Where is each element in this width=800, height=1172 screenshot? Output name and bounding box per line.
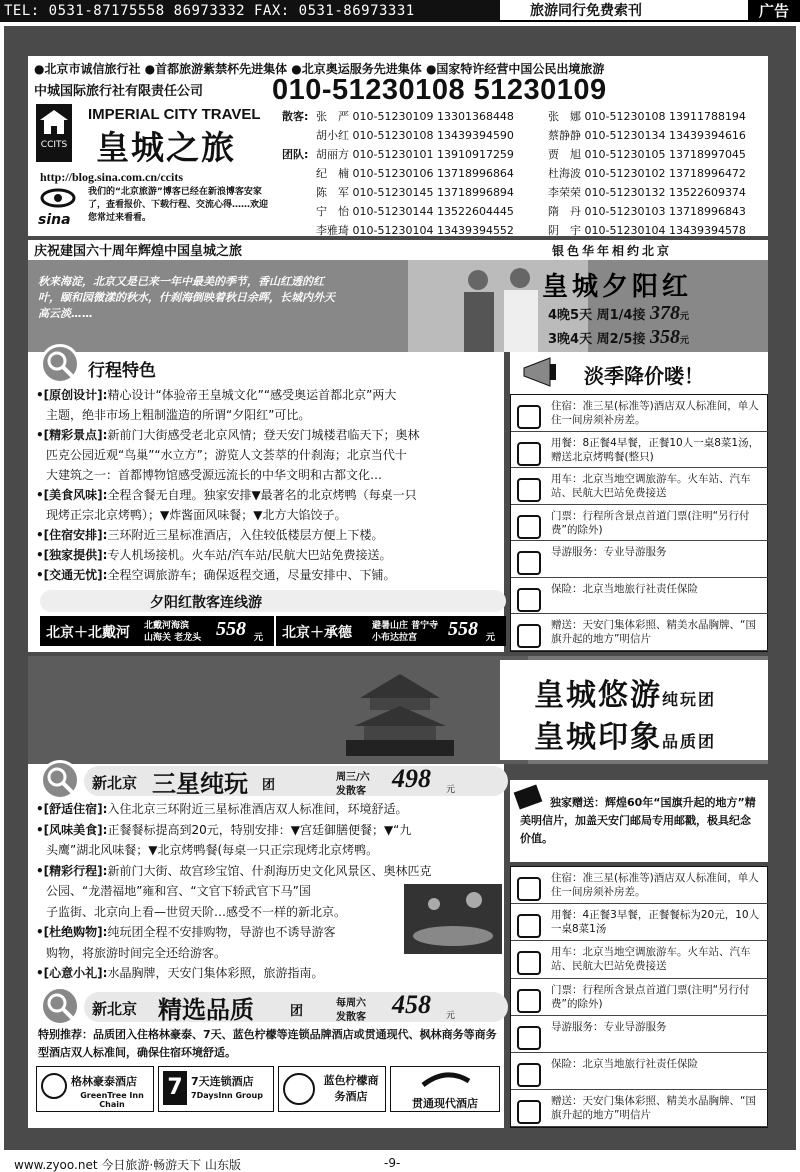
contact-phone: 010-51230104 13439394578 xyxy=(584,224,746,237)
three-star-schedule1: 周三/六 xyxy=(336,772,370,783)
sunset-product-title: 皇城夕阳红 xyxy=(542,272,693,302)
bullet-text: 三环附近三星标准酒店，入住较低楼层方便上下楼。 xyxy=(107,528,384,542)
contact-left-4 xyxy=(316,184,514,200)
service-text: 保险：北京当地旅行社责任保险 xyxy=(551,582,698,595)
offer-1-text: 4晚5天 周1/4接 xyxy=(548,308,646,323)
service-row xyxy=(511,941,769,978)
blog-note: 我们的“北京旅游”博客已经在新浪博客安家了，查看报价、下载行程、交流心得……欢迎您常过来看看。 xyxy=(88,187,269,223)
bullet-text: 精心设计“体验帝王皇城文化”“感受奥运首都北京”两大 xyxy=(107,388,397,402)
route-2-price: 558 xyxy=(448,618,478,640)
route-2-detail2: 小布达拉宫 xyxy=(372,633,418,643)
contact-left-1 xyxy=(316,127,514,143)
contact-name: 宁 怡 xyxy=(316,205,349,218)
retail-label: 散客: xyxy=(282,110,309,123)
bullet-text: 纯玩团全程不安排购物，导游也不诱导游客 xyxy=(107,925,336,939)
agency-honors: ●北京市诚信旅行社 ●首都旅游紫禁杯先进集体 ●北京奥运服务先进集体 ●国家特许经营中国公民出境旅游 xyxy=(34,62,605,76)
contact-phone: 010-51230108 13911788194 xyxy=(584,110,746,123)
birds-nest-photo xyxy=(404,884,502,954)
bullet-text: 全程含餐无自理。独家安排▼最著名的北京烤鸭（每桌一只 xyxy=(107,488,417,502)
premium-prefix: 新北京 xyxy=(92,1000,138,1018)
bullet-line xyxy=(36,526,383,545)
hotel-3-name: 蓝色柠檬商务酒店 xyxy=(323,1074,379,1103)
service-row xyxy=(511,395,769,432)
premium-schedule1: 每周六 xyxy=(336,998,366,1009)
contact-name: 张 娜 xyxy=(548,110,581,123)
bullet-text: 匹克公园近观“鸟巢”“水立方”；游览人文荟萃的什刹海；北京当代十 xyxy=(46,448,407,462)
bullet-label: •[精彩景点]: xyxy=(36,428,108,442)
hotel-4-name: 贯通现代酒店 xyxy=(412,1097,478,1110)
contact-name: 纪 楠 xyxy=(316,167,349,180)
service-row xyxy=(511,468,769,505)
hotel-1-sub: GreenTree Inn Chain xyxy=(80,1091,144,1109)
megaphone-icon xyxy=(520,356,568,388)
contact-phone: 010-51230145 13718996894 xyxy=(352,186,514,199)
contact-phone: 010-51230144 13522604445 xyxy=(352,205,514,218)
service-text: 门票：行程所含景点首道门票(注明“另行付费”的除外) xyxy=(551,509,750,536)
eye-icon xyxy=(38,188,78,208)
contact-name: 李荣荣 xyxy=(548,186,581,199)
bullet-label: •[美食风味]: xyxy=(36,488,108,502)
contact-left-5 xyxy=(316,203,514,219)
route-title: 夕阳红散客连线游 xyxy=(150,595,262,611)
hotel-2-name: 7天连锁酒店 xyxy=(191,1075,254,1088)
contact-phone: 010-51230109 13301368448 xyxy=(352,110,514,123)
celebration-slogan: 庆祝建国六十周年辉煌中国皇城之旅 xyxy=(34,244,243,259)
route-bar xyxy=(40,616,506,646)
magnifier-icon-3 xyxy=(40,986,80,1026)
service-row xyxy=(511,578,769,615)
bullet-label: •[心意小礼]: xyxy=(36,966,108,980)
service-row xyxy=(511,979,769,1016)
route-1-price: 558 xyxy=(216,618,246,640)
brand-chinese: 皇城之旅 xyxy=(96,128,236,167)
itinerary-title: 行程特色 xyxy=(88,361,156,381)
bullet-text: 新前门大街感受老北京风情；登天安门城楼君临天下；奥林 xyxy=(107,428,420,442)
route-1-detail1: 北戴河海滨 xyxy=(144,621,190,631)
offer-2 xyxy=(548,326,689,349)
bullet-text: 公园、“龙潜福地”雍和宫、“文官下轿武官下马”国 xyxy=(46,884,311,898)
palace-icon xyxy=(36,106,72,140)
house-icon xyxy=(517,877,541,901)
bullet-text: 头鹰”湖北风味餐；▼北京烤鸭餐(每桌一只正宗现烤北京烤鸭。 xyxy=(46,843,379,857)
offer-1 xyxy=(548,302,689,325)
bullet-text: 主题，绝非市场上粗制滥造的所谓“夕阳红”可比。 xyxy=(46,408,311,422)
contact-name: 陈 军 xyxy=(316,186,349,199)
contact-name: 张 严 xyxy=(316,110,349,123)
three-star-tuan: 团 xyxy=(262,778,276,793)
contact-right-6 xyxy=(548,222,746,238)
leisure-tag: 纯玩团 xyxy=(662,690,717,709)
bullet-line xyxy=(36,546,392,565)
service-text: 用车：北京当地空调旅游车。火车站、汽车站、民航大巴站免费接送 xyxy=(551,946,751,973)
meal-icon xyxy=(517,914,541,938)
impression-title xyxy=(534,712,716,756)
contact-phone: 010-51230102 13718996472 xyxy=(584,167,746,180)
signpost-icon xyxy=(517,515,541,539)
bullet-line xyxy=(36,862,431,881)
bullet-text: 正餐餐标提高到20元，特别安排：▼宫廷御膳便餐；▼“九 xyxy=(107,822,412,837)
service-text: 赠送：天安门集体彩照、精美水晶胸牌、“国旗升起的地方”明信片 xyxy=(551,619,756,645)
bullet-line xyxy=(36,566,395,585)
contact-phone: 010-51230134 13439394616 xyxy=(584,129,746,142)
offer-2-unit: 元 xyxy=(680,336,690,346)
contact-name: 蔡静静 xyxy=(548,129,581,142)
topbar-subtitle: 旅游同行免费索刊 xyxy=(530,3,642,19)
contact-phone: 010-51230101 13910917259 xyxy=(352,148,514,161)
contact-right-2 xyxy=(548,146,746,162)
service-row xyxy=(511,432,769,469)
bullet-text: 子监街、北京向上看—世贸天阶…感受不一样的新北京。 xyxy=(46,904,347,919)
contact-right-5 xyxy=(548,203,746,219)
bullet-label: •[交通无忧]: xyxy=(36,568,108,582)
offer-1-price: 378 xyxy=(650,302,680,324)
meal-icon xyxy=(517,442,541,466)
service-text: 导游服务：专业导游服务 xyxy=(551,546,667,558)
offer-2-text: 3晚4天 周2/5接 xyxy=(548,332,646,347)
bus-icon xyxy=(517,951,541,975)
service-text: 用餐：8正餐4早餐，正餐10人一桌8菜1汤，赠送北京烤鸭餐(整只) xyxy=(551,436,760,463)
contact-phone: 010-51230105 13718997045 xyxy=(584,148,746,161)
contact-phone: 010-51230108 13439394590 xyxy=(352,129,514,142)
premium-price: 458 xyxy=(392,990,431,1019)
route-1-name: 北京＋北戴河 xyxy=(46,625,130,641)
main-phone: 010-51230108 51230109 xyxy=(272,74,607,106)
bullet-line xyxy=(46,406,310,425)
bullet-label: •[住宿安排]: xyxy=(36,528,108,542)
promo-title: 淡季降价喽！ xyxy=(584,364,704,388)
contact-name: 胡丽方 xyxy=(316,148,349,161)
search-icon xyxy=(43,763,77,797)
route-2-name: 北京＋承德 xyxy=(282,625,352,641)
bullet-label: •[杜绝购物]: xyxy=(36,925,108,939)
bullet-line xyxy=(46,446,407,465)
contact-name: 杜海波 xyxy=(548,167,581,180)
service-text: 用餐：4正餐3早餐，正餐餐标为20元，10人一桌8菜1汤 xyxy=(551,909,760,936)
impression-tag: 品质团 xyxy=(662,732,717,751)
top-bar xyxy=(0,0,800,22)
contact-phone: 010-51230132 13522609374 xyxy=(584,186,746,199)
route-1-unit: 元 xyxy=(254,633,264,643)
bullet-text: 现烤正宗北京烤鸭）；▼炸酱面风味餐；▼北方大馅饺子。 xyxy=(46,508,347,522)
bullet-line xyxy=(46,944,226,963)
bullet-label: •[独家提供]: xyxy=(36,548,108,562)
route-divider xyxy=(274,616,276,646)
premium-tuan: 团 xyxy=(290,1004,304,1019)
umbrella-icon xyxy=(517,1063,541,1087)
service-text: 用车：北京当地空调旅游车。火车站、汽车站、民航大巴站免费接送 xyxy=(551,473,751,499)
contact-name: 贾 旭 xyxy=(548,148,581,161)
guide-icon xyxy=(517,551,541,575)
bullet-text: 购物，将旅游时间完全还给游客。 xyxy=(46,945,227,960)
contact-phone: 010-51230106 13718996864 xyxy=(352,167,514,180)
three-star-header-bg xyxy=(84,766,508,796)
bullet-line xyxy=(36,486,417,505)
service-row xyxy=(511,505,769,542)
contact-name: 阴 宇 xyxy=(548,224,581,237)
service-text: 住宿：准三星(标准等)酒店双人标准间，单人住一间房须补房差。 xyxy=(551,400,759,426)
contact-right-1 xyxy=(548,127,746,143)
footer xyxy=(0,1154,800,1172)
service-text: 住宿：准三星(标准等)酒店双人标准间，单人住一间房须补房差。 xyxy=(551,872,759,898)
bullet-label: •[原创设计]: xyxy=(36,388,108,402)
brand-english: IMPERIAL CITY TRAVEL xyxy=(88,106,261,123)
search-icon xyxy=(43,347,77,381)
contact-phone: 010-51230104 13439394552 xyxy=(352,224,514,237)
bullet-text: 新前门大街、故宫珍宝馆、什刹海历史文化风景区、奥林匹克 xyxy=(107,863,432,878)
bullet-line xyxy=(46,841,378,860)
gift-icon xyxy=(517,624,541,648)
contact-left-0 xyxy=(316,108,514,124)
signpost-icon xyxy=(517,989,541,1013)
seven-icon: 7 xyxy=(163,1071,187,1105)
premium-schedule2: 发散客 xyxy=(336,1012,366,1023)
bullet-line xyxy=(46,466,382,485)
service-text: 门票：行程所含景点首道门票(注明“另行付费”的除外) xyxy=(551,983,750,1010)
magnifier-icon xyxy=(40,344,80,384)
premium-unit: 元 xyxy=(446,1011,456,1021)
bullet-text: 全程空调旅游车；确保返程交通，尽量安排中、下铺。 xyxy=(107,568,396,582)
service-row xyxy=(511,904,769,941)
sina-logo-icon xyxy=(38,188,78,228)
bullet-line xyxy=(46,506,346,525)
contact-right-3 xyxy=(548,165,746,181)
guide-icon xyxy=(517,1026,541,1050)
gift-note: 独家赠送：辉煌60年“国旗升起的地方”精美明信片，加盖天安门邮局专用邮戳，极具纪念价值。 xyxy=(520,796,756,845)
footer-text: www.zyoo.net 今日旅游·畅游天下 山东版 xyxy=(14,1158,241,1172)
page-number: -9- xyxy=(384,1156,401,1170)
bullet-text: 专人机场接机。火车站/汽车站/民航大巴站免费接送。 xyxy=(107,548,392,562)
search-icon xyxy=(43,989,77,1023)
house-icon xyxy=(517,405,541,429)
ccits-logo-icon xyxy=(36,104,72,162)
service-text: 保险：北京当地旅行社责任保险 xyxy=(551,1058,698,1070)
service-row xyxy=(511,614,769,651)
three-star-price: 498 xyxy=(392,764,431,793)
service-text: 赠送：天安门集体彩照、精美水晶胸牌、“国旗升起的地方”明信片 xyxy=(551,1095,756,1122)
route-title-bar xyxy=(40,590,506,612)
ad-label: 广告 xyxy=(748,0,800,22)
bullet-label: •[风味美食]: xyxy=(36,822,108,837)
impression-name: 皇城印象 xyxy=(534,720,662,755)
route-2-unit: 元 xyxy=(486,633,496,643)
silver-slogan: 银色华年相约北京 xyxy=(552,244,673,258)
service-row xyxy=(511,541,769,578)
contact-right-0 xyxy=(548,108,746,124)
tel-fax: TEL: 0531-87175558 86973332 FAX: 0531-86973331 xyxy=(0,0,500,22)
greentree-logo xyxy=(36,1066,154,1112)
bullet-text: 入住北京三环附近三星标准酒店双人标准间，环境舒适。 xyxy=(107,802,408,816)
bullet-line xyxy=(36,386,396,405)
contact-name: 胡小红 xyxy=(316,129,349,142)
lemon-icon xyxy=(283,1073,315,1105)
service-text: 导游服务：专业导游服务 xyxy=(551,1020,667,1033)
three-star-unit: 元 xyxy=(446,785,456,795)
bullet-line xyxy=(46,882,311,901)
service-row xyxy=(511,1016,769,1053)
premium-title: 精选品质 xyxy=(158,996,254,1024)
bullet-text: 大建筑之一：首都博物馆感受源远流长的中华文明和古都文化… xyxy=(46,468,383,482)
leisure-title xyxy=(534,670,716,714)
contact-right-4 xyxy=(548,184,746,200)
three-star-title: 三星纯玩 xyxy=(152,770,248,798)
guantong-logo xyxy=(390,1066,500,1112)
company-name: 中城国际旅行社有限责任公司 xyxy=(34,84,204,99)
services-box-2 xyxy=(510,866,768,1128)
bullet-line xyxy=(36,426,419,445)
premium-note: 特别推荐：品质团入住格林豪泰、7天、蓝色柠檬等连锁品牌酒店或贯通现代、枫林商务等商务型酒店双人标准间，确保住宿环境舒适。 xyxy=(38,1028,497,1059)
services-box-1 xyxy=(510,394,768,652)
service-row xyxy=(511,867,769,904)
three-star-prefix: 新北京 xyxy=(92,774,138,792)
offer-1-unit: 元 xyxy=(680,312,690,322)
lemon-logo xyxy=(278,1066,386,1112)
group-label: 团队: xyxy=(282,148,309,161)
logo-label: CCITS xyxy=(40,140,68,150)
swoosh-icon xyxy=(421,1071,471,1091)
blog-url[interactable]: http://blog.sina.com.cn/ccits xyxy=(40,170,183,184)
service-row xyxy=(511,1053,769,1090)
offer-2-price: 358 xyxy=(650,326,680,348)
contact-left-3 xyxy=(316,165,514,181)
hotel-1-name: 格林豪泰酒店 xyxy=(71,1075,137,1088)
service-row xyxy=(511,1090,769,1127)
bullet-text: 水晶胸牌，天安门集体彩照，旅游指南。 xyxy=(107,966,324,980)
bullet-line xyxy=(46,903,346,922)
bullet-line xyxy=(36,923,335,942)
magnifier-icon-2 xyxy=(40,760,80,800)
contact-phone: 010-51230103 13718996843 xyxy=(584,205,746,218)
contact-left-6 xyxy=(316,222,514,238)
bus-icon xyxy=(517,478,541,502)
gift-icon xyxy=(517,1100,541,1124)
stadium-image-icon xyxy=(404,884,502,954)
route-2-detail1: 避暑山庄 普宁寺 xyxy=(372,621,439,631)
route-1-detail2: 山海关 老龙头 xyxy=(144,633,202,643)
bullet-line xyxy=(36,821,411,840)
tree-icon xyxy=(41,1073,67,1099)
three-star-schedule2: 发散客 xyxy=(336,786,366,797)
bullet-label: •[舒适住宿]: xyxy=(36,802,108,816)
bullet-line xyxy=(36,800,407,819)
contact-name: 隋 丹 xyxy=(548,205,581,218)
sina-label: sina xyxy=(38,212,71,228)
contact-left-2 xyxy=(316,146,514,162)
umbrella-icon xyxy=(517,588,541,612)
hotel-2-sub: 7DaysInn Group xyxy=(191,1091,263,1100)
temple-of-heaven-icon xyxy=(340,670,460,760)
7days-logo xyxy=(158,1066,274,1112)
bullet-label: •[精彩行程]: xyxy=(36,863,108,878)
bullet-line xyxy=(36,964,323,983)
contact-name: 李雅琦 xyxy=(316,224,349,237)
autumn-poem: 秋来海淀，北京又是已来一年中最美的季节，香山红透的红叶，颐和园微漾的秋水，什刹海倒映着秋日余晖，长城内外天高云淡…… xyxy=(38,275,335,320)
leisure-name: 皇城悠游 xyxy=(534,678,662,713)
